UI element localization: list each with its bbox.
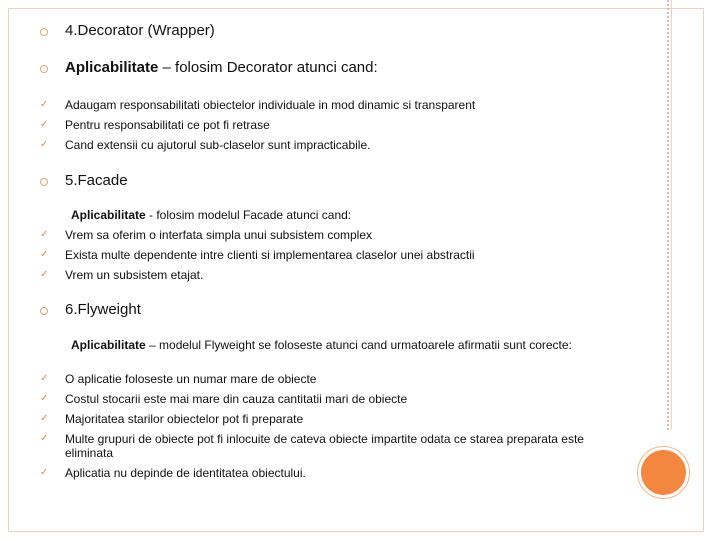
flyweight-applicability [71,338,572,352]
heading-decorator-applicability [65,59,378,76]
decorative-dotted-line [667,0,669,430]
list-item: Adaugam responsabilitati obiectelor individuale in mod dinamic si transparent [65,98,476,112]
applicability-text: – modelul Flyweight se foloseste atunci cand urmatoarele afirmatii sunt corecte: [145,338,572,352]
list-item: Aplicatia nu depinde de identitatea obiectului. [65,466,306,480]
list-item: O aplicatie foloseste un numar mare de obiecte [65,372,317,386]
list-item: Costul stocarii este mai mare din cauza cantitatii mari de obiecte [65,392,408,406]
facade-applicability [71,208,351,222]
checkmark-icon: ✓ [40,413,49,424]
applicability-label: Aplicabilitate [65,59,159,76]
applicability-text: – folosim Decorator atunci cand: [158,59,378,76]
decorative-line [671,0,672,430]
checkmark-icon: ✓ [40,229,49,240]
list-item-continued: eliminata [65,446,114,460]
heading-facade: 5.Facade [65,172,128,189]
ring-bullet-icon [40,307,48,315]
list-item: Pentru responsabilitati ce pot fi retrase [65,118,270,132]
list-item: Cand extensii cu ajutorul sub-claselor sunt impracticabile. [65,138,371,152]
list-item: Vrem un subsistem etajat. [65,268,204,282]
applicability-text: - folosim modelul Facade atunci cand: [145,208,352,222]
checkmark-icon: ✓ [40,139,49,150]
checkmark-icon: ✓ [40,373,49,384]
applicability-label: Aplicabilitate [71,338,146,352]
checkmark-icon: ✓ [40,99,49,110]
checkmark-icon: ✓ [40,119,49,130]
applicability-label: Aplicabilitate [71,208,146,222]
list-item: Vrem sa oferim o interfata simpla unui subsistem complex [65,228,373,242]
list-item: Majoritatea starilor obiectelor pot fi preparate [65,412,304,426]
ring-bullet-icon [40,65,48,73]
heading-flyweight: 6.Flyweight [65,301,141,318]
checkmark-icon: ✓ [40,393,49,404]
checkmark-icon: ✓ [40,433,49,444]
ring-bullet-icon [40,178,48,186]
heading-decorator: 4.Decorator (Wrapper) [65,22,215,39]
list-item: Multe grupuri de obiecte pot fi inlocuite de cateva obiecte impartite odata ce starea preparata este [65,432,584,446]
checkmark-icon: ✓ [40,249,49,260]
checkmark-icon: ✓ [40,269,49,280]
list-item: Exista multe dependente intre clienti si implementarea claselor unei abstractii [65,248,475,262]
decorative-orange-circle [641,450,686,495]
ring-bullet-icon [40,28,48,36]
checkmark-icon: ✓ [40,467,49,478]
